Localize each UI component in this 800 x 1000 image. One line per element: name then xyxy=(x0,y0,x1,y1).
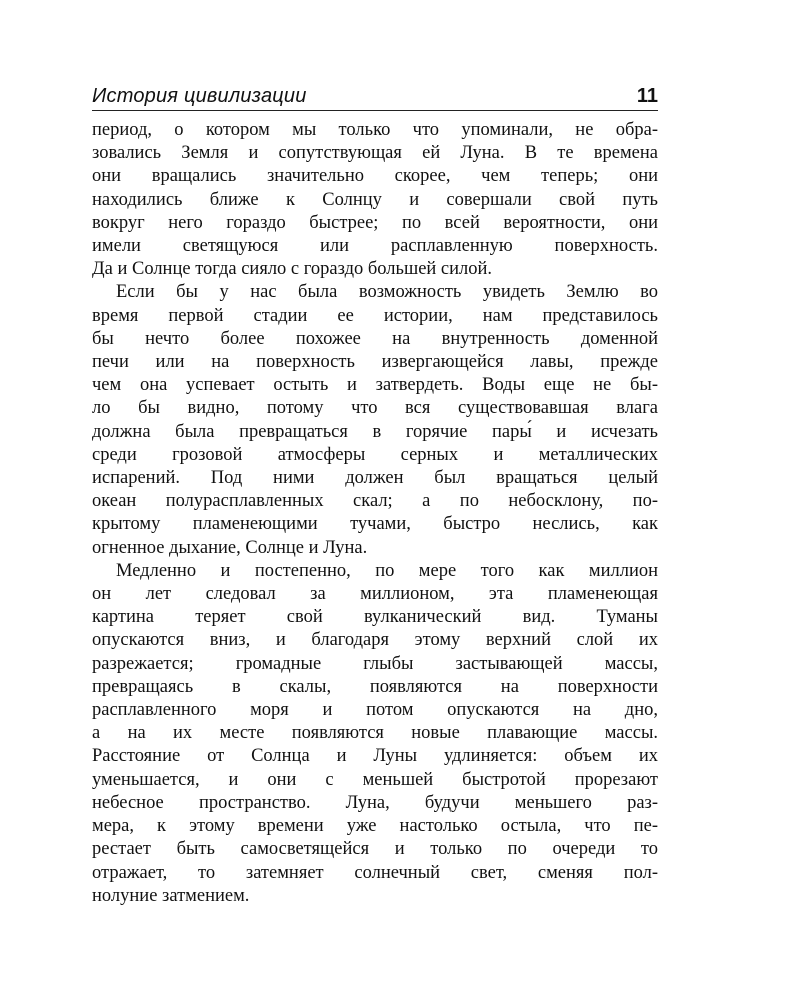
text-line: мера, к этому времени уже настолько остыла, что пе- xyxy=(92,816,658,837)
text-line: должна была превращаться в горячие пары́ и исчезать xyxy=(92,421,658,442)
text-line: имели светящуюся или расплавленную поверхность. xyxy=(92,236,658,257)
paragraph-3 xyxy=(92,560,658,908)
text-line: время первой стадии ее истории, нам представилось xyxy=(92,305,658,326)
text-line: Медленно и постепенно, по мере того как миллион xyxy=(116,560,658,581)
text-line: расплавленного моря и потом опускаются на дно, xyxy=(92,700,658,721)
text-line: он лет следовал за миллионом, эта пламенеющая xyxy=(92,584,658,605)
text-line: крытому пламенеющими тучами, быстро неслись, как xyxy=(92,514,658,535)
text-line: рестает быть самосветящейся и только по очереди то xyxy=(92,839,658,860)
body-text xyxy=(92,119,658,908)
text-line: картина теряет свой вулканический вид. Туманы xyxy=(92,607,658,628)
text-line: небесное пространство. Луна, будучи меньшего раз- xyxy=(92,792,658,813)
text-line: разрежается; громадные глыбы застывающей массы, xyxy=(92,653,658,674)
text-line: нолуние затмением. xyxy=(92,885,250,906)
text-line: они вращались значительно скорее, чем теперь; они xyxy=(92,166,658,187)
text-line: период, о котором мы только что упоминали, не обра- xyxy=(92,120,658,140)
text-line: а на их месте появляются новые плавающие массы. xyxy=(92,723,658,744)
text-line: печи или на поверхность извергающейся лавы, прежде xyxy=(92,352,658,373)
text-line: опускаются вниз, и благодаря этому верхний слой их xyxy=(92,630,658,651)
text-line: чем она успевает остыть и затвердеть. Воды еще не бы- xyxy=(92,375,658,396)
text-line: Расстояние от Солнца и Луны удлиняется: объем их xyxy=(92,746,658,767)
page-number: 11 xyxy=(636,85,658,107)
text-line: вокруг него гораздо быстрее; по всей вероятности, они xyxy=(92,212,658,233)
text-line: Если бы у нас была возможность увидеть Землю во xyxy=(116,282,658,303)
text-line: уменьшается, и они с меньшей быстротой прорезают xyxy=(92,769,658,790)
paragraph-1 xyxy=(92,119,658,281)
paragraph-2 xyxy=(92,281,658,559)
running-title: История цивилизации xyxy=(92,85,307,107)
text-line: бы нечто более похожее на внутренность доменной xyxy=(92,328,658,349)
text-line: ло бы видно, потому что вся существовавшая влага xyxy=(92,398,658,419)
text-line: зовались Земля и сопутствующая ей Луна. В те времена xyxy=(92,143,658,164)
text-line: огненное дыхание, Солнце и Луна. xyxy=(92,537,368,558)
text-line: среди грозовой атмосферы серных и металлических xyxy=(92,444,658,465)
text-line: превращаясь в скалы, появляются на поверхности xyxy=(92,676,658,697)
running-header xyxy=(92,80,658,111)
text-line: Да и Солнце тогда сияло с гораздо большей силой. xyxy=(92,259,493,280)
text-line: испарений. Под ними должен был вращаться целый xyxy=(92,468,658,489)
text-line: находились ближе к Солнцу и совершали свой путь xyxy=(92,189,658,210)
text-line: океан полурасплавленных скал; а по небосклону, по- xyxy=(92,491,658,512)
book-page xyxy=(92,80,658,908)
text-line: отражает, то затемняет солнечный свет, сменяя пол- xyxy=(92,862,658,883)
